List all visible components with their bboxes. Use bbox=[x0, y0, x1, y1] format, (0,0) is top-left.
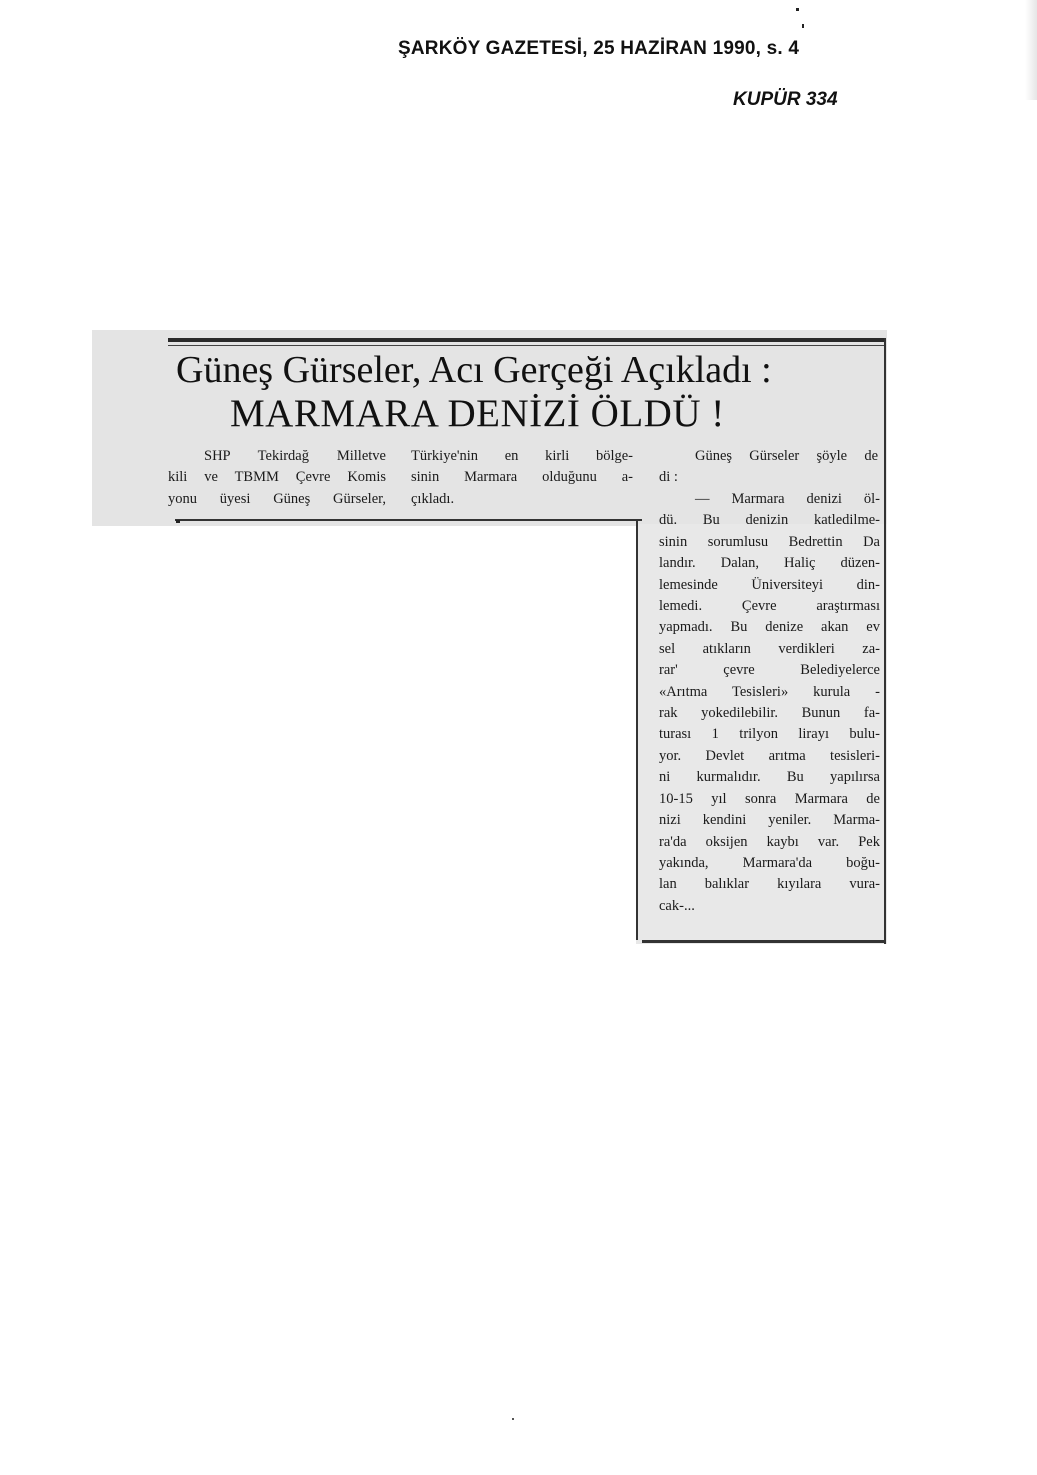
rule-column-left bbox=[636, 520, 638, 940]
column-line: nizi kendini yeniler. Marma- bbox=[659, 812, 880, 829]
article-column-3-body bbox=[659, 489, 880, 917]
column-line: dü. Bu denizin katledilme- bbox=[659, 512, 880, 529]
article-column-3-intro bbox=[659, 446, 878, 489]
column-line: kili ve TBMM Çevre Komis bbox=[168, 469, 386, 486]
source-citation: ŞARKÖY GAZETESİ, 25 HAZİRAN 1990, s. 4 bbox=[398, 38, 800, 59]
scan-edge-shadow bbox=[1025, 0, 1037, 100]
column-line: lan balıklar kıyılara vura- bbox=[659, 876, 880, 893]
rule-top bbox=[168, 338, 885, 342]
scan-speck bbox=[512, 1418, 514, 1420]
column-line: sinin sorumlusu Bedrettin Da bbox=[659, 533, 880, 550]
column-line: 10-15 yıl sonra Marmara de bbox=[659, 790, 880, 807]
column-line: Güneş Gürseler şöyle de bbox=[695, 448, 878, 464]
column-line: ra'da oksijen kaybı var. Pek bbox=[659, 833, 880, 850]
rule-middle bbox=[175, 519, 642, 521]
column-line: yakında, Marmara'da boğu- bbox=[659, 854, 880, 871]
article-subheadline: MARMARA DENİZİ ÖLDÜ ! bbox=[230, 392, 725, 435]
column-line: Türkiye'nin en kirli bölge- bbox=[411, 448, 633, 464]
scan-speck bbox=[796, 8, 799, 11]
column-line: sinin Marmara olduğunu a- bbox=[411, 469, 633, 486]
column-line: rar' çevre Belediyelerce bbox=[659, 662, 880, 679]
column-line: di : bbox=[659, 469, 678, 486]
article-headline: Güneş Gürseler, Acı Gerçeği Açıkladı : bbox=[176, 349, 772, 391]
rule-bottom bbox=[642, 940, 885, 943]
article-column-1 bbox=[168, 446, 386, 510]
column-line: turası 1 trilyon lirayı bulu- bbox=[659, 726, 880, 743]
article-column-2 bbox=[411, 446, 633, 510]
column-line: çıkladı. bbox=[411, 490, 455, 507]
column-line: lemesinde Üniversiteyi din- bbox=[659, 576, 880, 593]
column-line: landır. Dalan, Haliç düzen- bbox=[659, 555, 880, 572]
column-line: lemedi. Çevre araştırması bbox=[659, 598, 880, 615]
column-line: «Arıtma Tesisleri» kurula - bbox=[659, 683, 880, 700]
column-line: cak-... bbox=[659, 897, 695, 914]
column-line: SHP Tekirdağ Milletve bbox=[204, 448, 386, 464]
scan-speck bbox=[802, 24, 804, 28]
column-line: yonu üyesi Güneş Gürseler, bbox=[168, 490, 386, 507]
column-line: ni kurmalıdır. Bu yapılırsa bbox=[659, 769, 880, 786]
column-line: yapmadı. Bu denize akan ev bbox=[659, 619, 880, 636]
rule-top-thin bbox=[168, 345, 885, 346]
column-line: — Marmara denizi öl- bbox=[695, 491, 880, 507]
clip-number: KUPÜR 334 bbox=[733, 89, 838, 110]
column-line: sel atıkların verdikleri za- bbox=[659, 640, 880, 657]
column-line: yor. Devlet arıtma tesisleri- bbox=[659, 747, 880, 764]
rule-right bbox=[884, 338, 886, 944]
print-speck bbox=[176, 520, 180, 523]
column-line: rak yokedilebilir. Bunun fa- bbox=[659, 705, 880, 722]
